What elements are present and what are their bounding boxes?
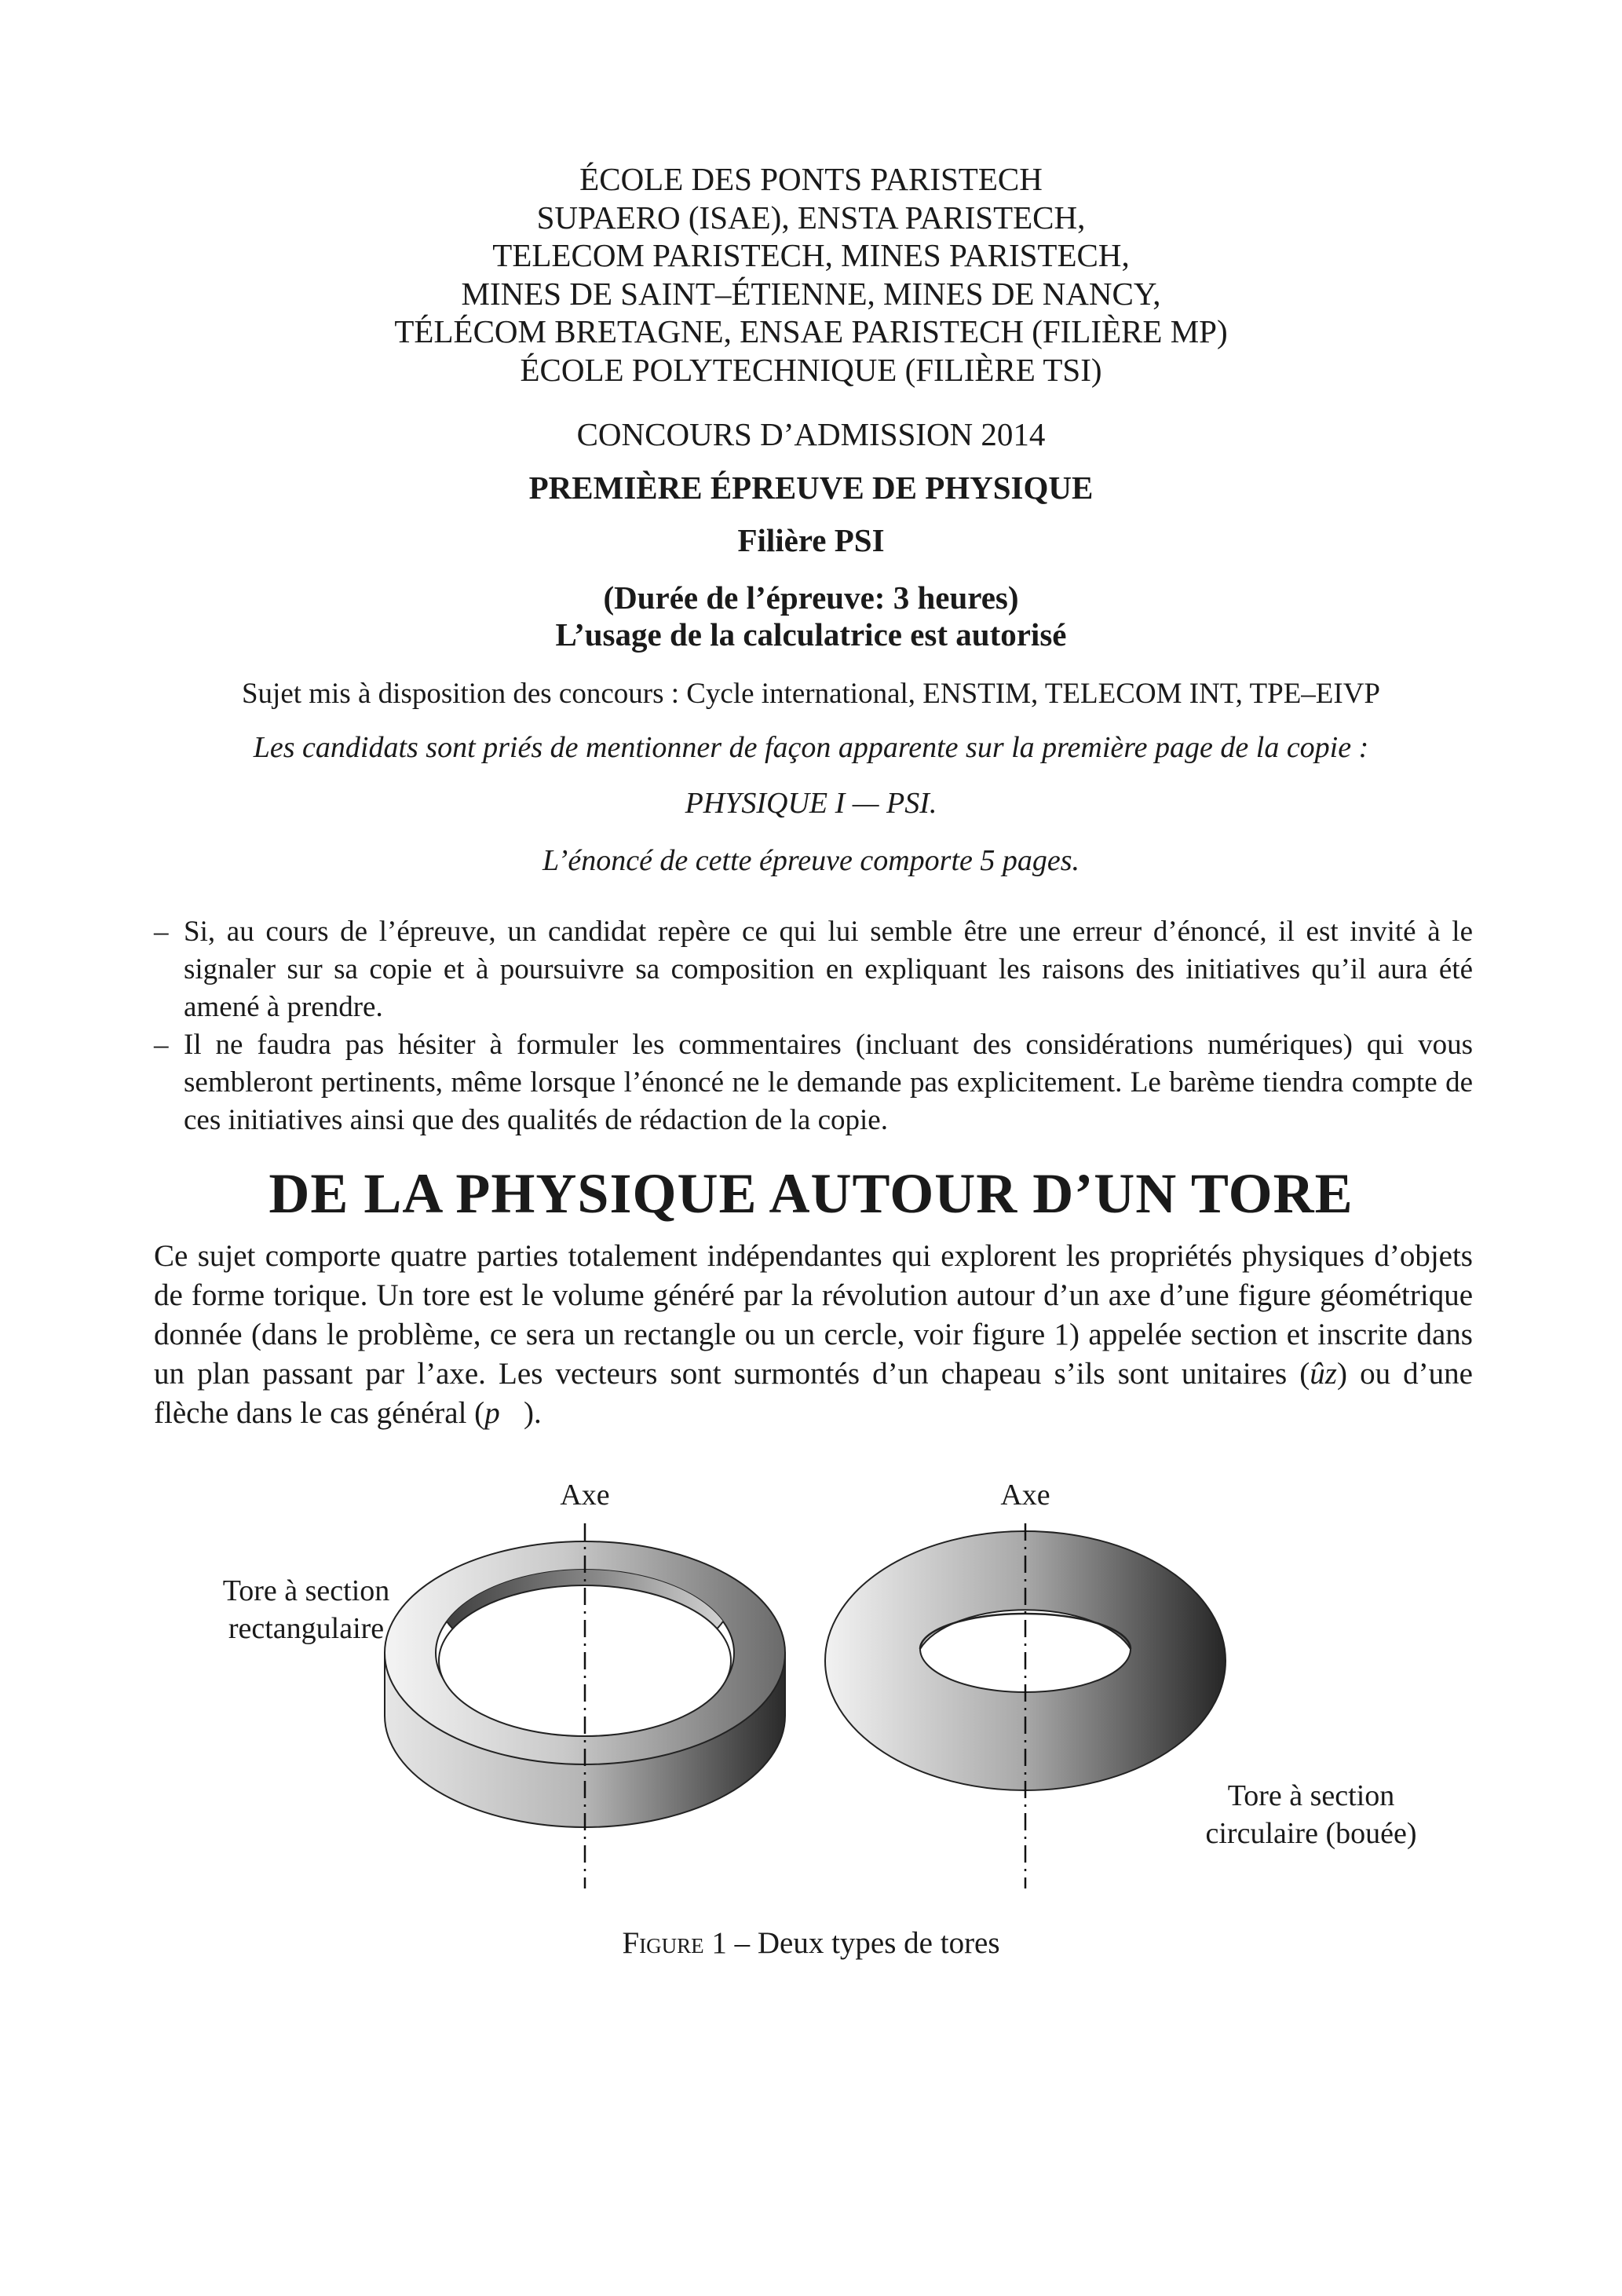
sujet-line: Sujet mis à disposition des concours : Cycle international, ENSTIM, TELECOM INT, TPE–EIVP [241,678,1381,710]
rule-text: Si, au cours de l’épreuve, un candidat repère ce qui lui semble être une erreur d’énoncé, il est invité à le signaler sur sa copie et à poursuivre sa composition en expliquant les raisons des initiatives qu’il aura été amené à prendre. [184,916,1473,1023]
figure-1 [0,1453,1622,1892]
axis-label-right: Axe [1000,1479,1050,1512]
rule-dash: – [154,1029,169,1061]
institutions-header [0,160,1622,389]
calculatrice-line: L’usage de la calculatrice est autorisé [555,616,1067,653]
rule-dash: – [154,916,169,948]
concours-line: CONCOURS D’ADMISSION 2014 [576,416,1046,452]
filiere-line: Filière PSI [737,522,885,558]
institution-line: ÉCOLE DES PONTS PARISTECH [579,161,1043,197]
intro-text: ) ou d’une flèche dans le cas général ( [154,1357,1473,1430]
unit-vector-symbol: ûz [1310,1357,1337,1391]
institution-line: SUPAERO (ISAE), ENSTA PARISTECH, [536,199,1086,236]
pages-line: L’énoncé de cette épreuve comporte 5 pages. [542,844,1080,877]
caption-separator: – [726,1926,758,1960]
duree-line: (Durée de l’épreuve: 3 heures) [603,579,1019,616]
intro-text: Ce sujet comporte quatre parties totalement indépendantes qui explorent les propriétés physiques d’objets de forme torique. Un tore est le volume généré par la révolution autour d’un axe d’une figure géométrique donnée (dans le problème, ce sera un rectangle ou un cercle, voir figure 1) appelée section et inscrite dans un plan passant par l’axe. Les vecteurs sont surmontés d’un chapeau s’ils sont unitaires ( [154,1239,1473,1391]
mention-line: Les candidats sont priés de mentionner de façon apparente sur la première page de la copie : [253,731,1369,764]
institution-line: TELECOM PARISTECH, MINES PARISTECH, [492,237,1130,273]
rect-torus-label-line1: Tore à section [222,1574,390,1607]
rules-list [154,913,1473,1139]
intro-paragraph [154,1237,1473,1433]
rule-text: Il ne faudra pas hésiter à formuler les commentaires (incluant des considérations numériques) qui vous sembleront pertinents, même lorsque l’énoncé ne le demande pas explicitement. Le barème tiendra compte de ces initiatives ainsi que des qualités de rédaction de la copie. [184,1029,1473,1136]
institution-line: TÉLÉCOM BRETAGNE, ENSAE PARISTECH (FILIÈRE MP) [394,313,1228,349]
institution-line: ÉCOLE POLYTECHNIQUE (FILIÈRE TSI) [520,351,1102,388]
figure-caption [0,1925,1622,1961]
circ-torus-label-line1: Tore à section [1227,1779,1395,1812]
copie-label: PHYSIQUE I — PSI. [685,787,937,820]
intro-text: ). [524,1396,542,1430]
caption-text: Deux types de tores [757,1926,1000,1960]
circ-torus-label-line2: circulaire (bouée) [1205,1817,1417,1850]
institution-line: MINES DE SAINT–ÉTIENNE, MINES DE NANCY, [461,275,1161,312]
epreuve-title: PREMIÈRE ÉPREUVE DE PHYSIQUE [528,470,1094,506]
axis-label-left: Axe [560,1479,610,1512]
rule-item [154,1026,1473,1139]
rule-item [154,913,1473,1026]
rect-torus-label-line2: rectangulaire [228,1612,385,1645]
caption-prefix: Figure 1 [622,1926,727,1960]
main-title: DE LA PHYSIQUE AUTOUR D’UN TORE [269,1162,1353,1225]
general-vector-symbol: p⃗ [484,1396,524,1430]
